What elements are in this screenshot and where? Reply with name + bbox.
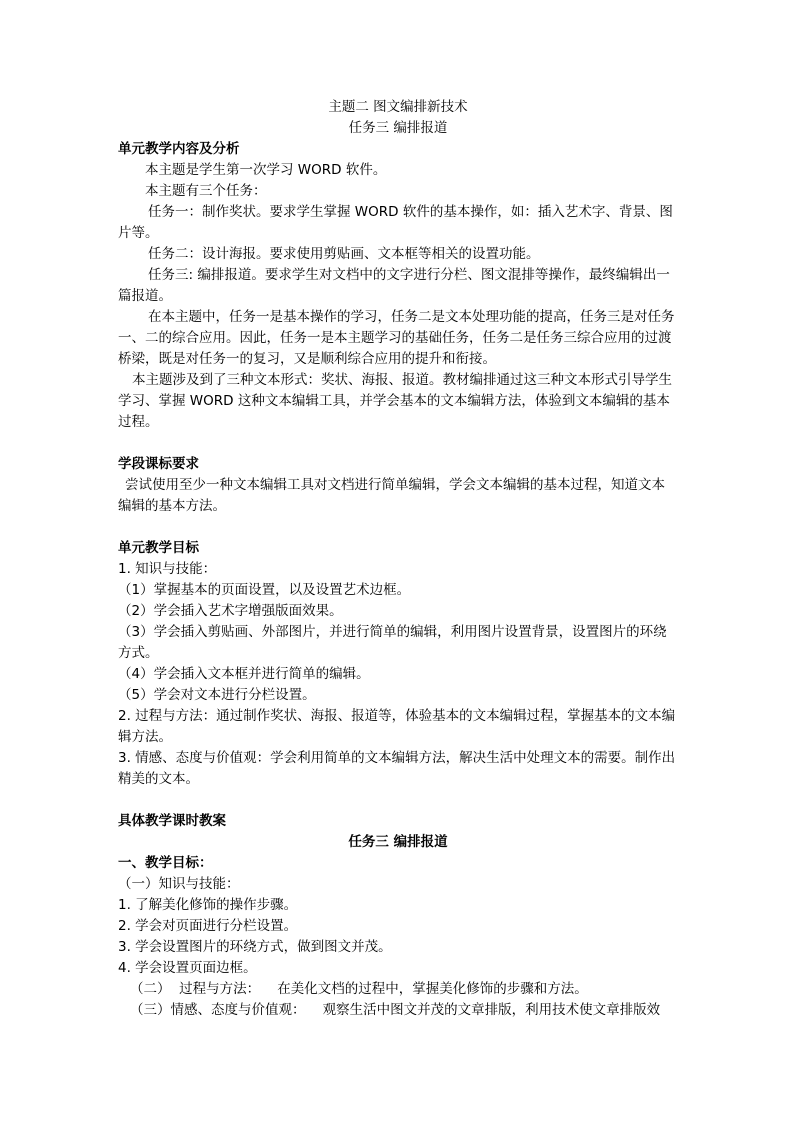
- document-title: 主题二 图文编排新技术: [328, 99, 468, 115]
- lesson-title: 任务三 编排报道: [348, 834, 448, 850]
- paragraph: 尝试使用至少一种文本编辑工具对文档进行简单编辑，学会文本编辑的基本过程，知道文本编辑的基本方法。: [118, 477, 665, 514]
- list-item: 2. 学会对页面进行分栏设置。: [118, 918, 298, 934]
- document-subtitle: 任务三 编排报道: [348, 120, 448, 136]
- list-item: （3）学会插入剪贴画、外部图片，并进行简单的编辑，利用图片设置背景，设置图片的环绕方式。: [118, 624, 667, 661]
- paragraph: 任务二：设计海报。要求使用剪贴画、文本框等相关的设置功能。: [148, 246, 540, 262]
- paragraph: 任务一：制作奖状。要求学生掌握 WORD 软件的基本操作，如：插入艺术字、背景、图片等。: [118, 204, 673, 241]
- section-heading-unit-content: 单元教学内容及分析: [118, 141, 240, 157]
- list-item: 3. 学会设置图片的环绕方式，做到图文并茂。: [118, 939, 392, 955]
- list-item: （三）情感、态度与价值观： 观察生活中图文并茂的文章排版，利用技术使文章排版效: [130, 1002, 661, 1018]
- list-item: 1. 了解美化修饰的操作步骤。: [118, 897, 298, 913]
- objectives-heading: 一、教学目标：: [118, 855, 213, 871]
- paragraph: 本主题有三个任务：: [145, 183, 267, 199]
- section-heading-lesson-plan: 具体教学课时教案: [118, 813, 226, 829]
- paragraph: 本主题是学生第一次学习 WORD 软件。: [145, 162, 387, 178]
- list-item: （2）学会插入艺术字增强版面效果。: [118, 603, 343, 619]
- list-item: 1. 知识与技能：: [118, 561, 217, 577]
- list-item: （5）学会对文本进行分栏设置。: [118, 687, 316, 703]
- list-item: 4. 学会设置页面边框。: [118, 960, 257, 976]
- list-item: 2. 过程与方法：通过制作奖状、海报、报道等，体验基本的文本编辑过程，掌握基本的文本编辑方法。: [118, 708, 676, 745]
- paragraph: 任务三: 编排报道。要求学生对文档中的文字进行分栏、图文混排等操作，最终编辑出一篇报道。: [118, 267, 670, 304]
- list-item: （二） 过程与方法： 在美化文档的过程中，掌握美化修饰的步骤和方法。: [130, 981, 588, 997]
- list-item: （1）掌握基本的页面设置，以及设置艺术边框。: [118, 582, 411, 598]
- section-heading-unit-goals: 单元教学目标: [118, 540, 199, 556]
- paragraph: 本主题涉及到了三种文本形式：奖状、海报、报道。教材编排通过这三种文本形式引导学生学习、掌握 WORD 这种文本编辑工具，并学会基本的文本编辑方法，体验到文本编辑的基本过程。: [118, 372, 672, 430]
- document-page: [118, 97, 678, 1021]
- paragraph: 在本主题中，任务一是基本操作的学习，任务二是文本处理功能的提高，任务三是对任务一、二的综合应用。因此，任务一是本主题学习的基础任务，任务二是任务三综合应用的过渡桥梁，既是对任务一的复习，又是顺利综合应用的提升和衔接。: [118, 309, 675, 367]
- list-item: 3. 情感、态度与价值观：学会利用简单的文本编辑方法，解决生活中处理文本的需要。制作出精美的文本。: [118, 750, 676, 787]
- list-item: （一）知识与技能：: [118, 876, 240, 892]
- section-heading-curriculum: 学段课标要求: [118, 456, 199, 472]
- list-item: （4）学会插入文本框并进行简单的编辑。: [118, 666, 370, 682]
